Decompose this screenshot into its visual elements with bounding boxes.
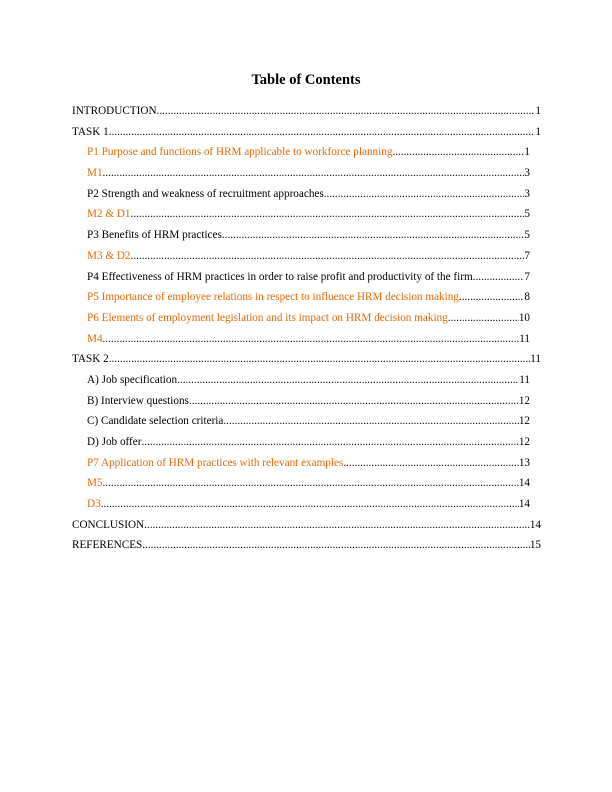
- toc-entry[interactable]: [72, 267, 530, 288]
- toc-entry[interactable]: [72, 349, 541, 370]
- toc-entry[interactable]: [72, 473, 530, 494]
- dot-leader: [177, 370, 519, 391]
- toc-entry-page-number: 7: [524, 249, 530, 262]
- toc-entry-title[interactable]: M2 & D1: [87, 208, 131, 221]
- toc-entry-page-number: 12: [518, 436, 530, 448]
- toc-entry[interactable]: [72, 184, 530, 205]
- toc-entry-title[interactable]: P4 Effectiveness of HRM practices in order to raise profit and productivity of the firm: [87, 270, 473, 283]
- dot-leader: [473, 267, 525, 288]
- toc-entry[interactable]: [72, 163, 530, 184]
- dot-leader: [223, 411, 518, 432]
- dot-leader: [103, 329, 520, 350]
- toc-entry-title[interactable]: D) Job offer: [87, 436, 142, 448]
- table-of-contents: [72, 101, 541, 556]
- dot-leader: [343, 453, 518, 474]
- toc-entry-title[interactable]: M5: [87, 477, 103, 490]
- toc-entry-title[interactable]: P7 Application of HRM practices with relevant examples: [87, 456, 344, 469]
- toc-entry-title[interactable]: P3 Benefits of HRM practices: [87, 229, 222, 242]
- toc-entry-page-number: 11: [519, 373, 530, 386]
- toc-entry[interactable]: [72, 329, 530, 350]
- toc-entry-page-number: 3: [524, 167, 530, 180]
- toc-entry[interactable]: [72, 287, 530, 308]
- dot-leader: [392, 142, 524, 163]
- toc-entry-page-number: 11: [519, 332, 530, 345]
- toc-entry-title[interactable]: C) Candidate selection criteria: [87, 415, 224, 428]
- toc-entry[interactable]: [72, 142, 530, 163]
- toc-entry[interactable]: [72, 204, 530, 225]
- toc-entry-title[interactable]: P6 Elements of employment legislation and its impact on HRM decision making: [87, 311, 448, 324]
- dot-leader: [103, 163, 525, 184]
- toc-entry-page-number: 5: [524, 229, 530, 242]
- toc-entry[interactable]: [72, 411, 530, 432]
- dot-leader: [109, 349, 531, 370]
- toc-entry-title[interactable]: B) Interview questions: [87, 394, 189, 407]
- page-title: Table of Contents: [251, 72, 361, 88]
- toc-entry-title[interactable]: REFERENCES: [72, 539, 143, 552]
- toc-entry-page-number: 7: [524, 270, 530, 283]
- dot-leader: [189, 391, 519, 412]
- toc-entry-title[interactable]: M1: [87, 167, 103, 180]
- toc-entry[interactable]: [72, 453, 530, 474]
- toc-entry[interactable]: [72, 101, 541, 122]
- dot-leader: [109, 122, 536, 143]
- dot-leader: [103, 473, 519, 494]
- toc-entry-title[interactable]: A) Job specification: [87, 373, 178, 386]
- toc-entry-page-number: 14: [518, 477, 530, 490]
- toc-entry-page-number: 1: [524, 146, 530, 159]
- toc-entry-page-number: 3: [524, 187, 530, 200]
- toc-entry[interactable]: [72, 246, 530, 267]
- dot-leader: [101, 494, 519, 515]
- toc-entry-page-number: 13: [518, 456, 530, 469]
- toc-entry-page-number: 8: [524, 291, 530, 304]
- toc-entry-page-number: 15: [529, 539, 541, 552]
- dot-leader: [141, 432, 518, 453]
- dot-leader: [459, 287, 525, 308]
- toc-entry[interactable]: [72, 515, 541, 536]
- toc-entry[interactable]: [72, 494, 530, 515]
- toc-entry-page-number: 14: [518, 498, 530, 511]
- dot-leader: [131, 204, 525, 225]
- toc-entry-title[interactable]: INTRODUCTION: [72, 105, 157, 117]
- dot-leader: [448, 308, 519, 329]
- toc-entry-page-number: 10: [518, 311, 530, 324]
- toc-entry[interactable]: [72, 432, 530, 453]
- toc-entry-page-number: 11: [530, 353, 541, 366]
- toc-entry-page-number: 1: [535, 105, 541, 117]
- dot-leader: [142, 535, 530, 556]
- toc-entry-page-number: 12: [518, 394, 530, 407]
- dot-leader: [157, 101, 536, 122]
- toc-entry[interactable]: [72, 391, 530, 412]
- toc-entry-title[interactable]: CONCLUSION: [72, 518, 145, 531]
- toc-entry-title[interactable]: D3: [87, 498, 101, 511]
- toc-entry-title[interactable]: P5 Importance of employee relations in respect to influence HRM decision making: [87, 291, 459, 304]
- toc-entry-page-number: 5: [524, 208, 530, 221]
- dot-leader: [144, 515, 530, 536]
- toc-entry-title[interactable]: P1 Purpose and functions of HRM applicable to workforce planning: [87, 146, 393, 159]
- dot-leader: [222, 225, 525, 246]
- toc-entry-title[interactable]: P2 Strength and weakness of recruitment approaches: [87, 187, 324, 200]
- toc-entry[interactable]: [72, 370, 530, 391]
- toc-entry-title[interactable]: TASK 1: [72, 125, 109, 138]
- toc-entry[interactable]: [72, 225, 530, 246]
- toc-entry-title[interactable]: M3 & D2: [87, 249, 131, 262]
- toc-entry-page-number: 1: [535, 125, 541, 138]
- dot-leader: [324, 184, 525, 205]
- toc-entry[interactable]: [72, 535, 541, 556]
- toc-entry-title[interactable]: M4: [87, 332, 103, 345]
- toc-entry-page-number: 14: [529, 518, 541, 531]
- toc-entry[interactable]: [72, 308, 530, 329]
- toc-entry-title[interactable]: TASK 2: [72, 353, 109, 366]
- toc-entry[interactable]: [72, 122, 541, 143]
- dot-leader: [131, 246, 525, 267]
- toc-entry-page-number: 12: [518, 415, 530, 428]
